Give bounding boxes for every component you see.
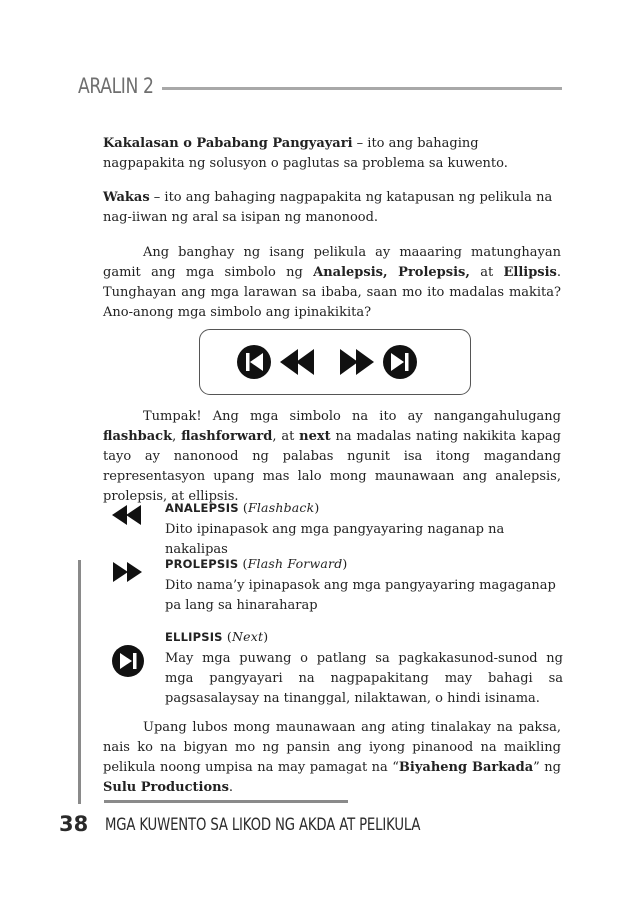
paragraph-wakas	[103, 188, 561, 228]
media-controls-icons	[236, 344, 436, 380]
rewind-icon	[280, 349, 314, 375]
term-title: ANALEPSIS (Flashback)	[165, 500, 320, 515]
term-description: May mga puwang o patlang sa pagkakasunod-sunod ng mga pangyayari na nagpapakitang may bahagi sa pagsasalaysay na tinanggal, nilaktawan, o hindi isinama.	[165, 651, 563, 706]
term-description: Dito nama’y ipinapasok ang mga pangyayaring magaganap pa lang sa hinaraharap	[165, 578, 556, 613]
term-title: ELLIPSIS (Next)	[165, 629, 269, 644]
side-divider	[78, 560, 81, 804]
fast-forward-icon	[111, 561, 143, 583]
term-title: PROLEPSIS (Flash Forward)	[165, 556, 348, 571]
skip-next-icon	[111, 644, 145, 678]
skip-next-icon	[383, 345, 417, 379]
term-kakalasan: Kakalasan o Pababang Pangyayari	[103, 136, 353, 151]
term-wakas: Wakas	[103, 190, 150, 205]
book-title: MGA KUWENTO SA LIKOD NG AKDA AT PELIKULA	[105, 815, 421, 835]
header-divider	[162, 87, 562, 90]
text-wakas: – ito ang bahaging nagpapakita ng katapusan ng pelikula na nag-iiwan ng aral sa isipan ng manonood.	[103, 190, 553, 225]
term-description: Dito ipinapasok ang mga pangyayaring naganap na nakalipas	[165, 522, 505, 557]
lesson-label: ARALIN 2	[78, 74, 154, 98]
paragraph-kakalasan	[103, 134, 561, 174]
media-controls-box	[199, 329, 471, 395]
page-header	[78, 74, 562, 104]
page-number: 38	[59, 812, 89, 836]
paragraph-banghay: Ang banghay ng isang pelikula ay maaaring matunghayan gamit ang mga simbolo ng Analepsis, Prolepsis, at Ellipsis. Tunghayan ang mga larawan sa ibaba, saan mo ito madalas makita? Ano-anong mga simbolo ang ipinakikita?	[103, 245, 561, 320]
rewind-icon	[111, 504, 143, 526]
paragraph-upang: Upang lubos mong maunawaan ang ating tinalakay na paksa, nais ko na bigyan mo ng pansin ang iyong pinanood na maikling pelikula noong umpisa na may pamagat na “Biyaheng Barkada” ng Sulu Productions.	[103, 720, 561, 795]
skip-back-icon	[237, 345, 271, 379]
fast-forward-icon	[340, 349, 374, 375]
paragraph-tumpak: Tumpak! Ang mga simbolo na ito ay nangangahulugang flashback, flashforward, at next na madalas nating nakikita kapag tayo ay nanonood ng palabas ngunit isa itong magandang representasyon upang mas lalo mong maunawaan ang analepsis, prolepsis, at ellipsis.	[103, 409, 562, 504]
text-kakalasan: – ito ang bahaging nagpapakita ng solusyon o paglutas sa problema sa kuwento.	[103, 136, 508, 171]
footer-divider	[104, 800, 348, 803]
